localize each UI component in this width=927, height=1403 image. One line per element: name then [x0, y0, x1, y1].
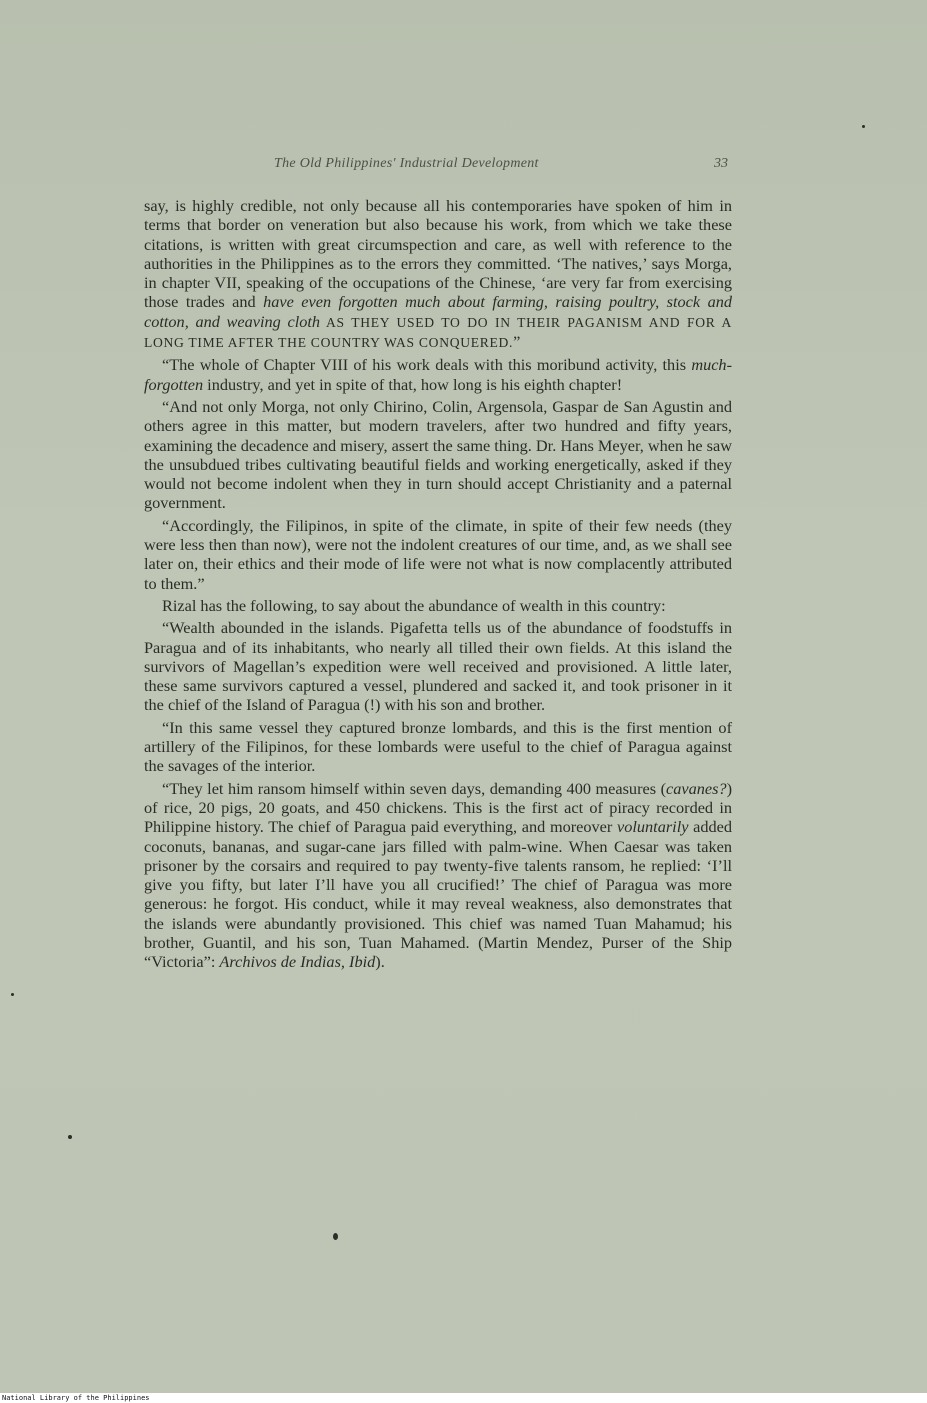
body-text: [144, 196, 732, 975]
italic-phrase: cavanes?: [666, 778, 727, 798]
running-head: [144, 156, 730, 178]
paragraph-chapter-viii: [144, 355, 732, 394]
ink-speck: [11, 993, 14, 996]
paragraph-text: added coconuts, bananas, and sugar-cane jars filled with palm-wine. When Caesar was taken prisoner by the corsairs and required to pay twenty-five talents ransom, he replied: ‘I’ll give you fifty, but later I’ll have you all crucified!’ The chief of Paragua was more generous: he forgot. His conduct, while it may reveal weakness, also demonstrates that the islands were abundantly provisioned. This chief was named Tuan Mahamud; his brother, Guantil, and his son, Tuan Mahamed. (Martin Mendez, Purser of the Ship “Victoria”:: [144, 817, 732, 972]
paragraph-text: say, is highly credible, not only because all his contemporaries have spoken of him in terms that border on veneration but also because his work, from which we take these citations, is written with great circumspection and care, as well with reference to the authorities in the Philippines as to the errors they committed. ‘The natives,’ says Morga, in chapter VII, speaking of the occupations of the Chinese, ‘are very far from exercising those trades and: [144, 196, 732, 312]
running-title: The Old Philippines' Industrial Development: [274, 156, 539, 171]
italic-phrase: have even forgotten much about farming, raising poultry, stock and cotton, and weaving cloth: [144, 292, 732, 331]
paragraph-wealth-abounded: “Wealth abounded in the islands. Pigafetta tells us of the abundance of foodstuffs in Paragua and of its inhabitants, who nearly all tilled their own fields. At this island the survivors of Magellan’s expedition were well received and provisioned. A little later, these same survivors captured a vessel, plundered and sacked it, and took prisoner in it the chief of the Island of Paragua (!) with his son and brother.: [144, 618, 732, 715]
ink-speck: [68, 1135, 72, 1139]
italic-phrase: much-forgotten: [144, 355, 732, 394]
paragraph-bronze-lombards: “In this same vessel they captured bronze lombards, and this is the first mention of artillery of the Filipinos, for these lombards were useful to the chief of Paragua against the savages of the interior.: [144, 717, 732, 776]
paragraph-text: industry, and yet in spite of that, how long is his eighth chapter!: [203, 374, 623, 394]
small-caps-phrase: AS THEY USED TO DO IN THEIR PAGANISM AND FOR A LONG TIME AFTER THE COUNTRY WAS CONQUERED.: [144, 314, 732, 351]
paragraph-text: ) of rice, 20 pigs, 20 goats, and 450 chickens. This is the first act of piracy recorded in Philippine history. The chief of Paragua paid everything, and moreover: [144, 778, 732, 837]
paragraph-filipinos-not-indolent: “Accordingly, the Filipinos, in spite of the climate, in spite of their few needs (they were less then than now), were not the indolent creatures of our time, and, as we shall see later on, their ethics and their mode of life were not what is now complacently attributed to them.”: [144, 515, 732, 593]
ink-speck: [333, 1233, 338, 1240]
paragraph-text: “The whole of Chapter VIII of his work deals with this moribund activity, this: [162, 355, 692, 375]
footer-bar: [0, 1393, 927, 1403]
paragraph-modern-travelers: “And not only Morga, not only Chirino, Colin, Argensola, Gaspar de San Agustin and others agree in this matter, but modern travelers, after two hundred and fifty years, examining the decadence and misery, assert the same thing. Dr. Hans Meyer, when he saw the unsubdued tribes cultivating beautiful fields and working energetically, asked if they would not become indolent when they in turn should accept Christianity and a paternal government.: [144, 396, 732, 513]
paragraph-ransom: [144, 779, 732, 972]
paragraph-morga-quote: [144, 196, 732, 352]
footer-credit: National Library of the Philippines: [2, 1394, 150, 1402]
italic-citation: Archivos de Indias, Ibid: [219, 952, 376, 972]
italic-phrase: voluntarily: [617, 817, 689, 837]
paragraph-text: ).: [375, 952, 385, 972]
paragraph-text: “They let him ransom himself within seven days, demanding 400 measures (: [162, 778, 666, 798]
ink-speck: [862, 125, 865, 128]
paragraph-text: ”: [513, 332, 521, 352]
page-number: 33: [714, 156, 728, 171]
paragraph-rizal-intro: Rizal has the following, to say about the abundance of wealth in this country:: [162, 595, 666, 615]
